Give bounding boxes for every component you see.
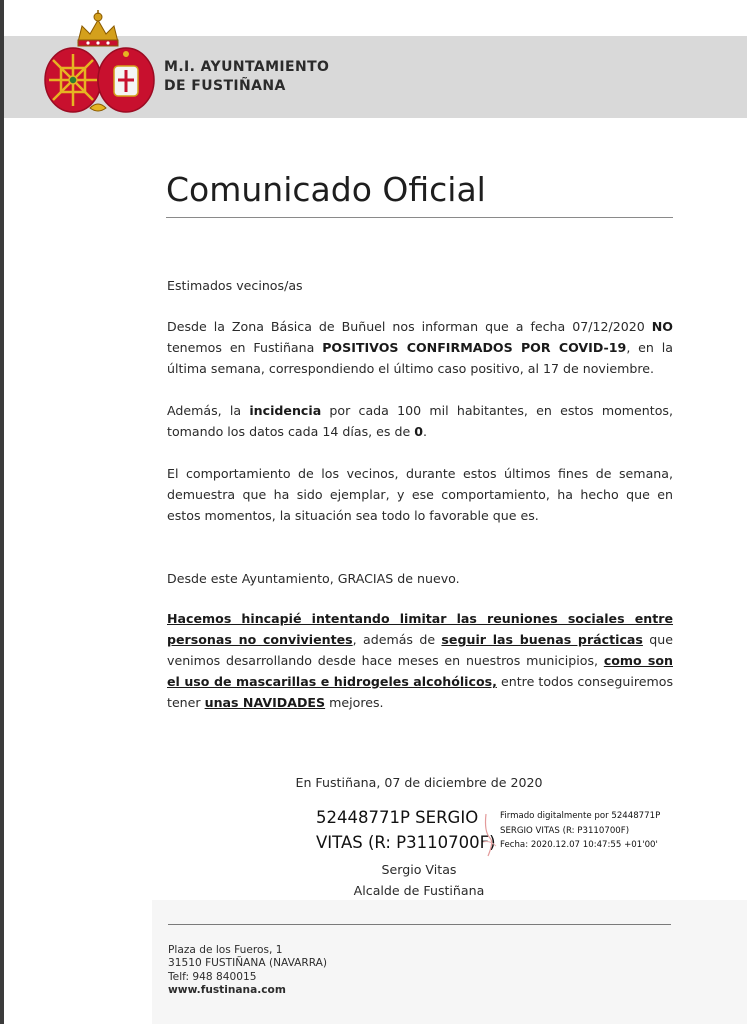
p1-bold-positives: POSITIVOS CONFIRMADOS POR COVID-19 (322, 340, 627, 355)
p3-text: El comportamiento de los vecinos, durante estos últimos fines de semana, demuestra que ha sido ejemplar, y ese comportamiento, ha hecho que en estos momentos, la situación sea todo lo favorable que es. (167, 466, 673, 523)
address-phone: Telf: 948 840015 (168, 970, 257, 983)
digital-signature-details (500, 809, 740, 853)
date-line: En Fustiñana, 07 de diciembre de 2020 (295, 775, 543, 790)
greeting-text: Estimados vecinos/as (167, 278, 303, 293)
paragraph-behavior (167, 463, 673, 526)
org-line-2: DE FUSTIÑANA (164, 78, 286, 94)
greeting (167, 275, 673, 296)
p2-text-e: . (423, 424, 428, 439)
website-link[interactable]: www.fustinana.com (168, 983, 286, 996)
address-street: Plaza de los Fueros, 1 (168, 944, 283, 956)
p1-text-e: , en la última semana, correspondiendo el último caso positivo, al 17 de noviembre. (167, 340, 673, 376)
p2-text-a: Además, la (167, 403, 250, 418)
p1-text-c: tenemos en Fustiñana (167, 340, 323, 355)
paragraph-thanks (167, 568, 673, 589)
p2-text-c: por cada 100 mil habitantes, en estos momentos, tomando los datos cada 14 días, es de (167, 403, 673, 439)
address-city: 31510 FUSTIÑANA (NAVARRA) (168, 957, 328, 970)
title-divider (166, 217, 673, 218)
digital-signature-id (316, 805, 496, 855)
p1-text-a: Desde la Zona Básica de Buñuel nos informan que a fecha 07/12/2020 (167, 319, 652, 334)
coat-of-arms-icon (38, 8, 158, 116)
document-title: Comunicado Oficial (166, 170, 486, 209)
footer-address (168, 944, 428, 997)
p5-underline-practices: seguir las buenas prácticas (441, 632, 643, 647)
footer-divider (168, 924, 671, 925)
page-edge (0, 0, 4, 1024)
signature-detail-2: SERGIO VITAS (R: P3110700F) (500, 825, 630, 836)
signer-name: Sergio Vitas (381, 862, 457, 877)
signer-role: Alcalde de Fustiñana (353, 883, 485, 898)
signature-detail-3: Fecha: 2020.12.07 10:47:55 +01'00' (500, 840, 658, 850)
p4-text: Desde este Ayuntamiento, GRACIAS de nuevo. (167, 571, 460, 586)
org-line-1: M.I. AYUNTAMIENTO (164, 59, 330, 75)
paragraph-incidence (167, 400, 673, 442)
paragraph-positives (167, 316, 673, 379)
signature-detail-1: Firmado digitalmente por 52448771P (500, 811, 661, 821)
paragraph-recommendations (167, 608, 673, 713)
p5-text-h: mejores. (325, 695, 384, 710)
p5-underline-limit: Hacemos hincapié intentando limitar las reuniones sociales entre personas no convivientes (167, 611, 673, 647)
signature-id-line-2: VITAS (R: P3110700F) (316, 833, 496, 852)
p5-underline-masks: como son el uso de mascarillas e hidrogeles alcohólicos, (167, 653, 673, 689)
p2-bold-incidencia: incidencia (249, 403, 322, 418)
p5-text-d: que venimos desarrollando desde hace meses en nuestros municipios, (167, 632, 673, 668)
p5-text-b: , además de (352, 632, 442, 647)
p5-text-f: entre todos conseguiremos tener (167, 674, 674, 710)
p1-bold-no: NO (651, 319, 673, 334)
signature-mark-icon (480, 812, 500, 860)
p5-underline-navidades: unas NAVIDADES (204, 695, 326, 710)
signature-id-line-1: 52448771P SERGIO (316, 808, 479, 827)
p2-bold-zero: 0 (414, 424, 423, 439)
organization-name (164, 58, 364, 96)
